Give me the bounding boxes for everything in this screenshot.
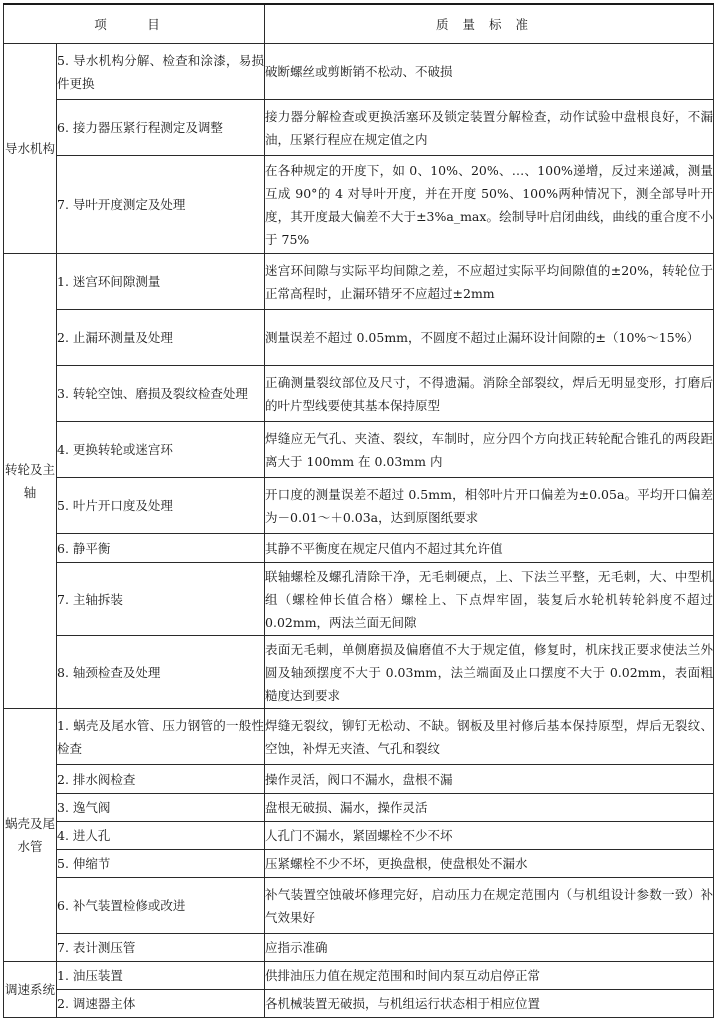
category-cell: 导水机构 xyxy=(4,44,57,254)
standard-cell: 接力器分解检查或更换活塞环及锁定装置分解检查，动作试验中盘根良好，不漏油，压紧行程应在规定值之内 xyxy=(265,100,714,156)
table-row xyxy=(4,709,714,765)
table-row xyxy=(4,934,714,962)
table-row xyxy=(4,534,714,563)
standard-cell: 供排油压力值在规定范围和时间内泵互动启停正常 xyxy=(265,962,714,990)
quality-standard-table xyxy=(3,3,714,1018)
table-row xyxy=(4,636,714,709)
item-cell: 2. 排水阀检查 xyxy=(57,765,265,794)
item-cell: 8. 轴颈检查及处理 xyxy=(57,636,265,709)
item-cell: 4. 进人孔 xyxy=(57,822,265,850)
standard-cell: 各机械装置无破损，与机组运行状态相于相应位置 xyxy=(265,990,714,1018)
standard-cell: 应指示准确 xyxy=(265,934,714,962)
table-row xyxy=(4,990,714,1018)
standard-cell: 焊缝无裂纹，铆钉无松动、不缺。钢板及里衬修后基本保持原型，焊后无裂纹、空蚀，补焊无夹渣、气孔和裂纹 xyxy=(265,709,714,765)
standard-cell: 其静不平衡度在规定尺值内不超过其允许值 xyxy=(265,534,714,563)
item-cell: 5. 伸缩节 xyxy=(57,850,265,878)
standard-cell: 盘根无破损、漏水，操作灵活 xyxy=(265,794,714,822)
standard-cell: 联轴螺栓及螺孔清除干净，无毛刺硬点，上、下法兰平整，无毛刺，大、中型机组（螺栓伸长值合格）螺栓上、下点焊牢固，装复后水轮机转轮斜度不超过 0.02mm，两法兰面无间隙 xyxy=(265,563,714,636)
item-cell: 6. 接力器压紧行程测定及调整 xyxy=(57,100,265,156)
item-cell: 3. 转轮空蚀、磨损及裂纹检查处理 xyxy=(57,366,265,422)
category-cell: 调速系统 xyxy=(4,962,57,1018)
standard-cell: 在各种规定的开度下，如 0、10%、20%、…、100%递增，反过来递减，测量互成 90°的 4 对导叶开度，并在开度 50%、100%两种情况下，测全部导叶开度，其开度最大偏差不大于±3%a_max。绘制导叶启闭曲线，曲线的重合度不小于 75% xyxy=(265,156,714,254)
table-row xyxy=(4,850,714,878)
item-cell: 6. 补气装置检修或改进 xyxy=(57,878,265,934)
standard-cell: 压紧螺栓不少不坏，更换盘根，使盘根处不漏水 xyxy=(265,850,714,878)
table-row xyxy=(4,100,714,156)
item-cell: 1. 油压装置 xyxy=(57,962,265,990)
standard-cell: 表面无毛刺，单侧磨损及偏磨值不大于规定值，修复时，机床找正要求使法兰外圆及轴颈摆度不大于 0.03mm，法兰端面及止口摆度不大于 0.02mm，表面粗糙度达到要求 xyxy=(265,636,714,709)
table-row xyxy=(4,822,714,850)
item-cell: 5. 导水机构分解、检查和涂漆，易损件更换 xyxy=(57,44,265,100)
table-row xyxy=(4,878,714,934)
item-cell: 5. 叶片开口度及处理 xyxy=(57,478,265,534)
table-row xyxy=(4,765,714,794)
category-cell: 蜗壳及尾水管 xyxy=(4,709,57,962)
table-row xyxy=(4,254,714,310)
item-cell: 1. 蜗壳及尾水管、压力钢管的一般性检查 xyxy=(57,709,265,765)
item-cell: 2. 止漏环测量及处理 xyxy=(57,310,265,366)
table-row xyxy=(4,478,714,534)
standard-cell: 操作灵活，阀口不漏水，盘根不漏 xyxy=(265,765,714,794)
item-cell: 3. 逸气阀 xyxy=(57,794,265,822)
item-cell: 4. 更换转轮或迷宫环 xyxy=(57,422,265,478)
item-cell: 1. 迷宫环间隙测量 xyxy=(57,254,265,310)
table-row xyxy=(4,794,714,822)
standard-cell: 补气装置空蚀破坏修理完好，启动压力在规定范围内（与机组设计参数一致）补气效果好 xyxy=(265,878,714,934)
item-cell: 2. 调速器主体 xyxy=(57,990,265,1018)
header-item: 项 目 xyxy=(4,4,265,44)
table-row xyxy=(4,366,714,422)
standard-cell: 破断螺丝或剪断销不松动、不破损 xyxy=(265,44,714,100)
table-row xyxy=(4,310,714,366)
table-row xyxy=(4,44,714,100)
item-cell: 7. 主轴拆装 xyxy=(57,563,265,636)
standard-cell: 开口度的测量误差不超过 0.5mm，相邻叶片开口偏差为±0.05a。平均开口偏差为－0.01～＋0.03a，达到原图纸要求 xyxy=(265,478,714,534)
header-row xyxy=(4,4,714,44)
table-row xyxy=(4,962,714,990)
category-cell: 转轮及主轴 xyxy=(4,254,57,709)
standard-cell: 迷宫环间隙与实际平均间隙之差，不应超过实际平均间隙值的±20%，转轮位于正常高程时，止漏环错牙不应超过±2mm xyxy=(265,254,714,310)
standard-cell: 人孔门不漏水，紧固螺栓不少不坏 xyxy=(265,822,714,850)
standard-cell: 正确测量裂纹部位及尺寸，不得遗漏。消除全部裂纹，焊后无明显变形，打磨后的叶片型线要使其基本保持原型 xyxy=(265,366,714,422)
standard-cell: 测量误差不超过 0.05mm，不圆度不超过止漏环设计间隙的±（10%～15%） xyxy=(265,310,714,366)
table-row xyxy=(4,156,714,254)
table-row xyxy=(4,422,714,478)
header-standard: 质量标准 xyxy=(265,4,714,44)
item-cell: 6. 静平衡 xyxy=(57,534,265,563)
table-row xyxy=(4,563,714,636)
standard-cell: 焊缝应无气孔、夹渣、裂纹，车制时，应分四个方向找正转轮配合锥孔的两段距离大于 100mm 在 0.03mm 内 xyxy=(265,422,714,478)
item-cell: 7. 表计测压管 xyxy=(57,934,265,962)
item-cell: 7. 导叶开度测定及处理 xyxy=(57,156,265,254)
